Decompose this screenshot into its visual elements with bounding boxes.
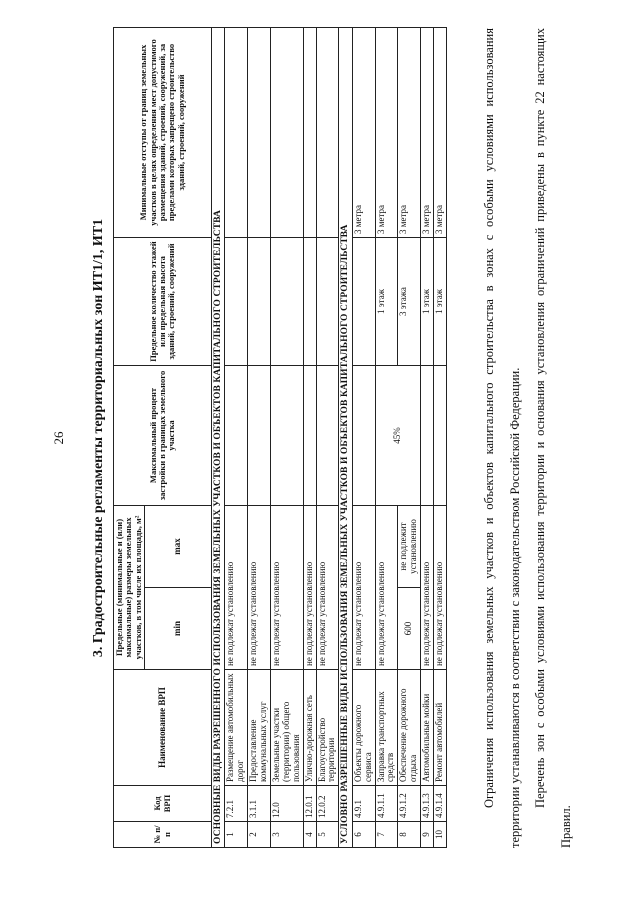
row-percent [316, 366, 339, 506]
regulations-table [113, 27, 447, 848]
row-num: 7 [375, 822, 398, 848]
rotated-page [45, 28, 605, 848]
table-row [303, 28, 316, 848]
header-max: max [145, 506, 212, 588]
paragraph: Ограничения использования земельных участков и объектов капитального строительства в зонах с особыми условиями использования территории устанавливаются в соответствии с законодательством Российской Федерации. [482, 28, 522, 848]
row-size: не подлежат установлению [271, 506, 304, 670]
section-row-main [212, 28, 225, 848]
row-size: не подлежат установлению [316, 506, 339, 670]
row-setback [316, 28, 339, 238]
row-num: 4 [303, 822, 316, 848]
row-setback: 3 метра [352, 28, 375, 238]
header-code: Код ВРП [114, 786, 212, 822]
header-floors: Предельное количество этажей или предельная высота зданий, строений, сооружений [114, 238, 212, 366]
row-name: Ремонт автомобилей [434, 670, 447, 786]
row-floors: 1 этаж [421, 238, 434, 366]
row-setback [303, 28, 316, 238]
row-num: 9 [421, 822, 434, 848]
table-row [421, 28, 434, 848]
row-size: не подлежат установлению [248, 506, 271, 670]
row-code: 4.9.1.2 [398, 786, 421, 822]
row-percent [303, 366, 316, 506]
row-min: 600 [398, 588, 421, 670]
row-code: 4.9.1.4 [434, 786, 447, 822]
header-name: Наименование ВРП [114, 670, 212, 786]
row-num: 8 [398, 822, 421, 848]
row-name: Размещение автомобильных дорог [225, 670, 248, 786]
row-percent [271, 366, 304, 506]
row-floors: 3 этажа [398, 238, 421, 366]
row-floors [316, 238, 339, 366]
row-percent [352, 366, 375, 506]
row-max: не подлежит установлению [398, 506, 421, 588]
table-row [434, 28, 447, 848]
row-name: Предоставление коммунальных услуг [248, 670, 271, 786]
row-setback: 3 метра [398, 28, 421, 238]
row-percent [434, 366, 447, 506]
table-row [248, 28, 271, 848]
row-num: 1 [225, 822, 248, 848]
table-row [225, 28, 248, 848]
row-code: 7.2.1 [225, 786, 248, 822]
section-row-conditional [339, 28, 352, 848]
row-num: 5 [316, 822, 339, 848]
row-size: не подлежат установлению [421, 506, 434, 670]
row-setback [271, 28, 304, 238]
header-setback: Минимальные отступы от границ земельных участков в целях определения мест допустимого размещения зданий, строений, сооружений, за пределами которых запрещено строительство зданий, строений, сооружений [114, 28, 212, 238]
header-num: № п/п [114, 822, 212, 848]
row-size: не подлежат установлению [352, 506, 375, 670]
row-name: Обеспечение дорожного отдыха [398, 670, 421, 786]
row-setback [248, 28, 271, 238]
row-code: 3.1.1 [248, 786, 271, 822]
table-row [352, 28, 375, 848]
row-name: Автомобильные мойки [421, 670, 434, 786]
section-conditional-label: УСЛОВНО РАЗРЕШЕННЫЕ ВИДЫ ИСПОЛЬЗОВАНИЯ ЗЕМЕЛЬНЫХ УЧАСТКОВ И ОБЪЕКТОВ КАПИТАЛЬНОГО СТРОИТЕЛЬСТВА [339, 28, 352, 848]
row-percent [248, 366, 271, 506]
page-number: 26 [51, 431, 66, 445]
row-floors [352, 238, 375, 366]
row-name: Заправка транспортных средств [375, 670, 398, 786]
table-row [271, 28, 304, 848]
row-floors [225, 238, 248, 366]
row-code: 12.0.2 [316, 786, 339, 822]
row-code: 12.0 [271, 786, 304, 822]
row-size: не подлежат установлению [303, 506, 316, 670]
paragraph: Перечень зон с особыми условиями использования территории и основания установления ограничений приведены в пункте 22 настоящих Правил. [533, 28, 573, 848]
row-code: 4.9.1.3 [421, 786, 434, 822]
row-num: 10 [434, 822, 447, 848]
row-name: Объекты дорожного сервиса [352, 670, 375, 786]
row-code: 4.9.1 [352, 786, 375, 822]
row-setback: 3 метра [434, 28, 447, 238]
row-floors [248, 238, 271, 366]
table-row [316, 28, 339, 848]
row-name: Улично-дорожная сеть [303, 670, 316, 786]
row-num: 2 [248, 822, 271, 848]
table-row [375, 28, 398, 848]
header-row [114, 28, 145, 848]
row-num: 6 [352, 822, 375, 848]
row-code: 12.0.1 [303, 786, 316, 822]
row-setback [225, 28, 248, 238]
row-code: 4.9.1.1 [375, 786, 398, 822]
row-percent [225, 366, 248, 506]
row-size: не подлежат установлению [375, 506, 398, 670]
row-floors: 1 этаж [434, 238, 447, 366]
row-size: не подлежат установлению [225, 506, 248, 670]
body-text [477, 28, 580, 848]
row-floors [303, 238, 316, 366]
row-name: Земельные участки (территории) общего пользования [271, 670, 304, 786]
row-num: 3 [271, 822, 304, 848]
row-floors: 1 этаж [375, 238, 398, 366]
row-percent [421, 366, 434, 506]
row-floors [271, 238, 304, 366]
row-name: Благоустройство территории [316, 670, 339, 786]
section-title: 3. Градостроительные регламенты территориальных зон ИТ1/1, ИТ1 [91, 218, 106, 658]
header-percent: Максимальный процент застройки в границах земельного участка [114, 366, 212, 506]
section-main-label: ОСНОВНЫЕ ВИДЫ РАЗРЕШЕННОГО ИСПОЛЬЗОВАНИЯ ЗЕМЕЛЬНЫХ УЧАСТКОВ И ОБЪЕКТОВ КАПИТАЛЬНОГО СТРОИТЕЛЬСТВА [212, 28, 225, 848]
header-size: Предельные (минимальные и (или) максимальные) размеры земельных участков, в том числе их площадь, м² [114, 506, 145, 670]
row-percent: 45% [375, 366, 421, 506]
row-size: не подлежат установлению [434, 506, 447, 670]
header-min: min [145, 588, 212, 670]
row-setback: 3 метра [421, 28, 434, 238]
row-setback: 3 метра [375, 28, 398, 238]
